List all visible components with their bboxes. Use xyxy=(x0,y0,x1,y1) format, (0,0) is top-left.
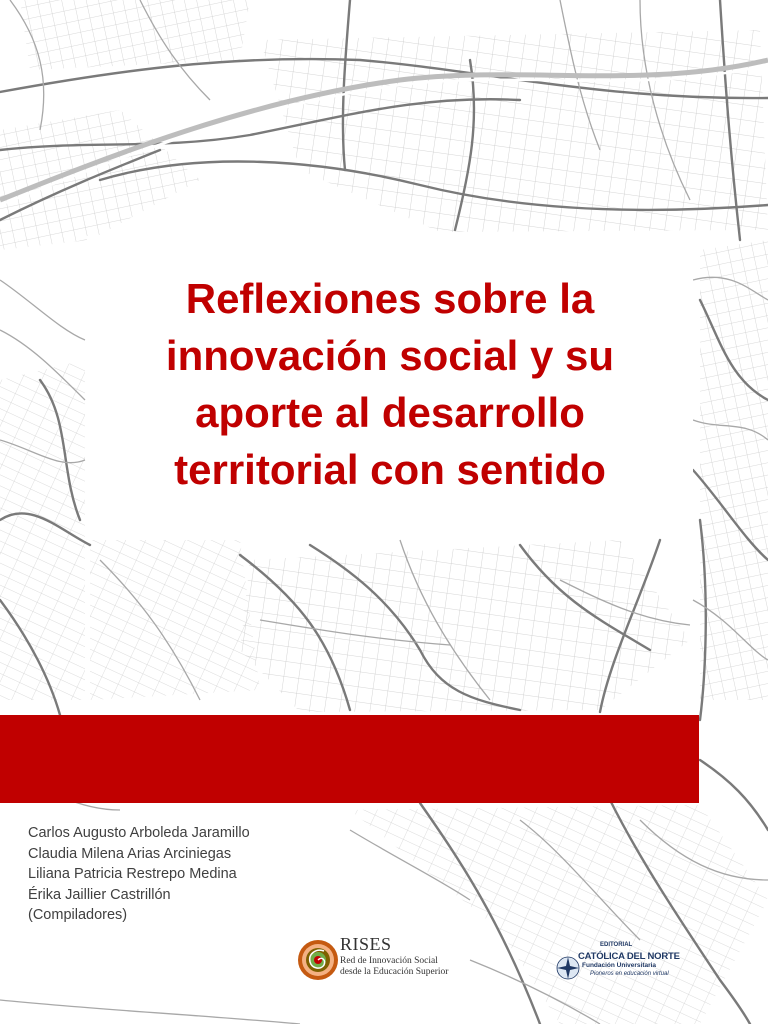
red-band xyxy=(0,715,699,803)
compilers-label: (Compiladores) xyxy=(28,907,128,924)
rises-subtitle-line2: desde la Educación Superior xyxy=(340,967,449,977)
publisher-subtitle: Fundación Universitaria xyxy=(582,962,657,969)
book-title: Reflexiones sobre la innovación social y su aporte al desarrollo territorial con sentido xyxy=(165,275,615,493)
author-1: Carlos Augusto Arboleda Jaramillo xyxy=(28,825,250,841)
title-box xyxy=(87,236,693,532)
editorial-label: EDITORIAL xyxy=(600,942,633,948)
author-4: Érika Jaillier Castrillón xyxy=(28,886,171,903)
rises-name: RISES xyxy=(340,934,392,954)
rises-spiral-icon xyxy=(296,938,340,982)
publisher-name: CATÓLICA DEL NORTE xyxy=(578,951,680,962)
rises-logo-block xyxy=(296,936,486,986)
publisher-logo-block xyxy=(556,942,680,986)
rises-subtitle-line1: Red de Innovación Social xyxy=(340,956,438,966)
author-3: Liliana Patricia Restrepo Medina xyxy=(28,866,237,883)
compass-star-icon xyxy=(556,956,580,980)
publisher-tagline: Pioneros en educación virtual xyxy=(590,971,669,977)
author-2: Claudia Milena Arias Arciniegas xyxy=(28,845,232,862)
authors-list xyxy=(28,823,348,926)
